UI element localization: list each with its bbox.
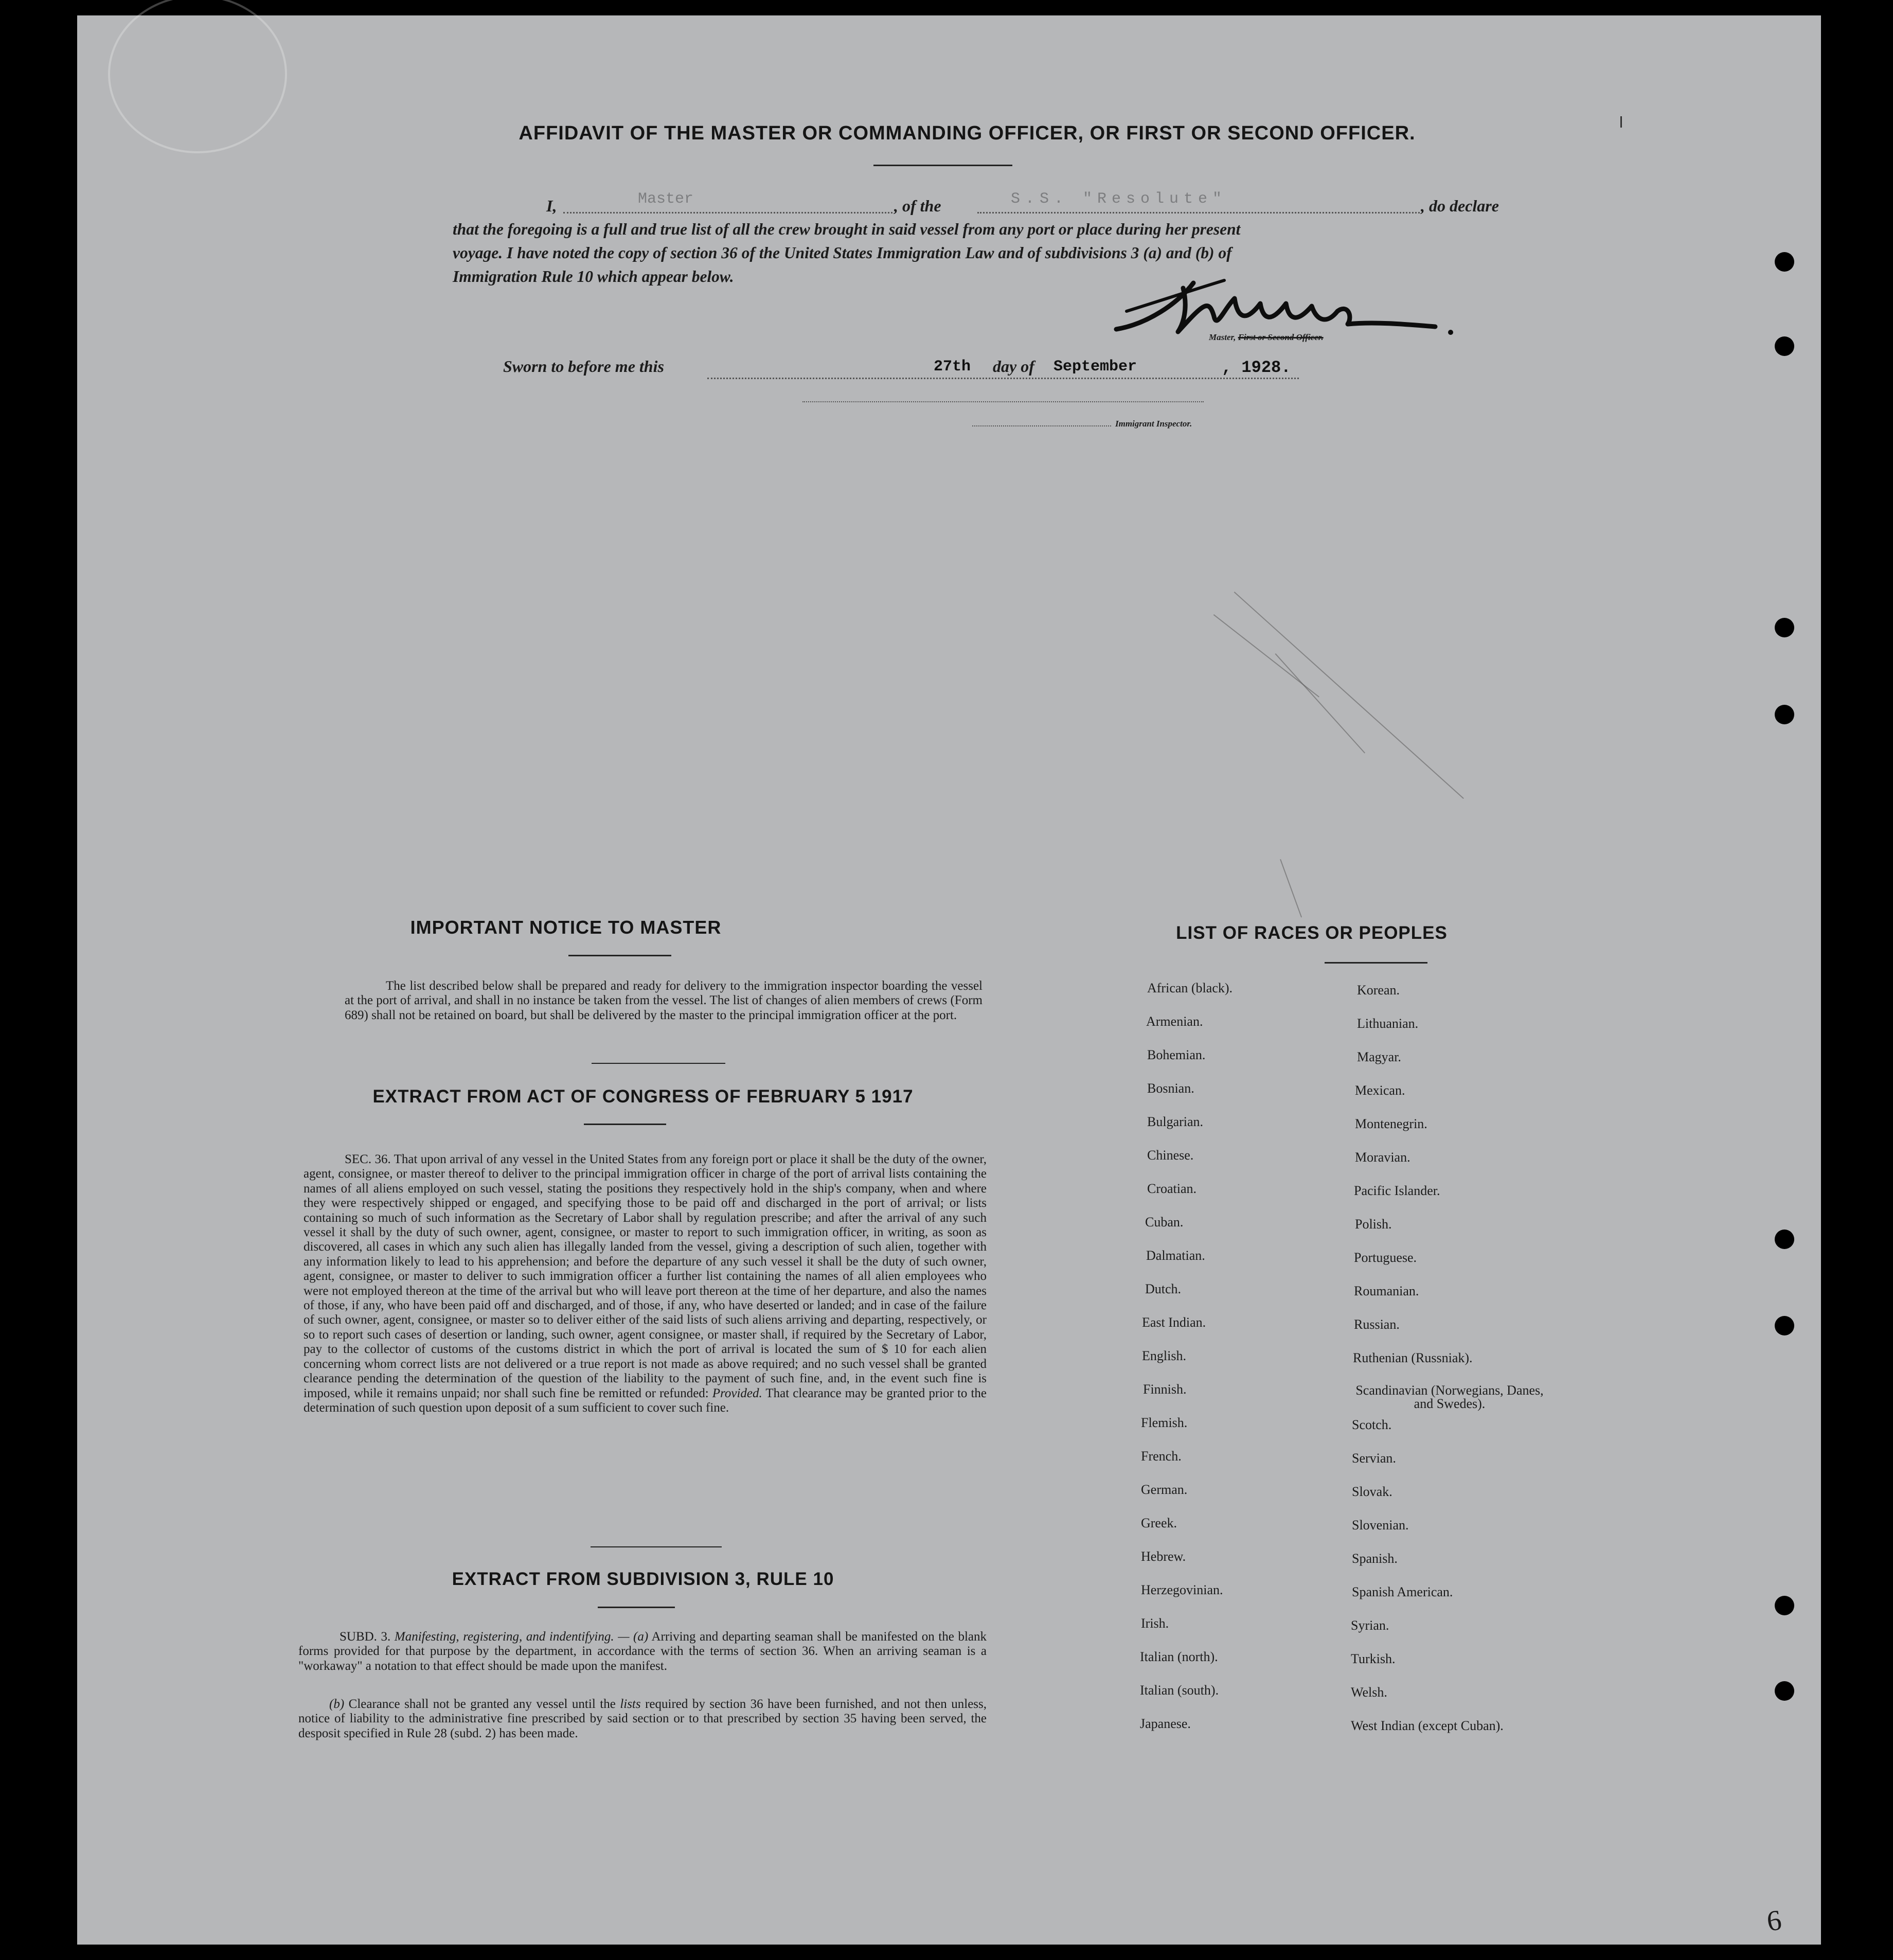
race-item: Finnish. [1143,1382,1187,1397]
affidavit-line-4: Immigration Rule 10 which appear below. [453,268,734,286]
race-item: Scandinavian (Norwegians, Danes, and Swedes). [1355,1383,1544,1411]
act-title-rule [584,1124,666,1125]
binder-hole [1775,1681,1794,1701]
race-item: Pacific Islander. [1354,1183,1440,1198]
binder-hole [1775,1230,1794,1249]
race-item: African (black). [1147,981,1233,995]
para-b-lists: lists [620,1697,641,1711]
race-item: Italian (north). [1140,1649,1218,1664]
race-item: French. [1141,1449,1182,1464]
margin-page-mark: 6 [1764,1904,1784,1938]
race-item: Chinese. [1147,1148,1194,1163]
race-item: East Indian. [1142,1315,1206,1330]
race-item: Bulgarian. [1147,1114,1204,1129]
of-the-label: , of the [894,197,941,215]
notice-text: The list described below shall be prepared and ready for delivery to the immigration inspector boarding the vessel at the port of arrival, and shall in no instance be taken from the vessel. The list of changes of alien members of crews (Form 689) shall not be retained on board, but shall be delivered by the master to the principal immigration officer at the port. [345,979,983,1022]
year-value: , 1928. [1222,358,1291,377]
subd-heading: Manifesting, registering, and indentifying. [394,1630,614,1644]
race-item: Polish. [1355,1217,1392,1232]
signer-caption-struck: First or Second Officer. [1238,332,1324,342]
race-item: Welsh. [1351,1685,1387,1700]
scratch-mark [1280,859,1302,917]
vessel-name-field: S.S. "Resolute" [1011,190,1227,208]
race-item: Bohemian. [1147,1047,1206,1062]
race-item: Syrian. [1351,1618,1389,1633]
margin-tick-mark [1620,116,1622,128]
race-item: Japanese. [1140,1716,1191,1731]
para-a-marker: — (a) [618,1630,649,1644]
race-item: Spanish. [1352,1551,1398,1566]
day-value: 27th [934,358,971,376]
race-item: Dalmatian. [1146,1248,1205,1263]
act-text-provided: Provided. [712,1386,762,1400]
race-item: Russian. [1354,1317,1400,1332]
signer-caption-master: Master, [1209,332,1236,342]
para-b-text-1: Clearance shall not be granted any vessel until the [348,1697,616,1711]
rule-subd-a-text [298,1630,987,1673]
race-item: Hebrew. [1141,1549,1186,1564]
race-item: Roumanian. [1354,1284,1419,1298]
race-item: Cuban. [1145,1215,1184,1230]
rule-extract-title: EXTRACT FROM SUBDIVISION 3, RULE 10 [452,1569,834,1589]
race-item: Herzegovinian. [1141,1582,1223,1597]
act-text-main: SEC. 36. That upon arrival of any vessel in the United States from any foreign port or place it shall be the duty of the owner, agent, consignee, or master thereof to deliver to the principal immigration officer in charge of the port of arrival lists containing the names of all aliens employed on such vessel, stating the positions they respectively hold in the ship's company, when and where they were respectively shipped or engaged, and specifying those to be paid off and discharged in the port of arrival; or lists containing so much of such information as the Secretary of Labor shall by regulation prescribe; and after the arrival of any such vessel it shall by the duty of such owner, agent, consignee, or master to report to such immigration officer, in writing, as soon as discovered, all cases in which any such alien has illegally landed from the vessel, giving a description of such alien, together with any information likely to lead to his apprehension; and before the departure of any such vessel it shall be the duty of such owner, agent, consignee, or master to deliver to such immigration officer a further list containing the names of all alien employees who were not employed thereon at the time of the arrival but who will leave port thereon at the time of her departure, and also the names of those, if any, who have been paid off and discharged, and of those, if any, who have deserted or landed; and in case of the failure of such owner, agent, consignee, or master so to deliver either of the said lists of such aliens arriving and departing, respectively, or so to report such cases of desertion or landing, such owner, agent consignee, or master shall, if required by the Secretary of Labor, pay to the collector of customs of the customs district in which the port of arrival is located the sum of $ 10 for each alien concerning whom correct lists are not delivered or a true report is not made as above required; and no such vessel shall be granted clearance pending the determination of the question of the liability to the payment of such fine, and, in the event such fine is imposed, while it remains unpaid; nor shall such fine be remitted or refunded: [303,1152,987,1400]
day-of-label: day of [993,357,1034,376]
race-item: Italian (south). [1140,1683,1219,1698]
act-separator [591,1546,722,1547]
affidavit-i-label: I, [546,197,557,215]
act-text-clearance: That clearance may be granted prior to the determination of such question upon deposit of a sum sufficient to cover such fine. [303,1386,987,1415]
sworn-blank-line [707,378,1299,379]
race-item: Servian. [1352,1451,1396,1466]
race-item: Bosnian. [1147,1081,1194,1096]
signer-caption [1209,332,1324,343]
race-item: Slovak. [1352,1484,1392,1499]
race-item: Irish. [1141,1616,1169,1631]
sworn-label: Sworn to before me this [503,357,664,376]
rule-subd-b-text [298,1697,987,1741]
do-declare-label: , do declare [1421,197,1499,215]
affidavit-title: AFFIDAVIT OF THE MASTER OR COMMANDING OFFICER, OR FIRST OR SECOND OFFICER. [519,122,1416,144]
binder-hole [1775,1596,1794,1615]
scratch-mark [1234,592,1464,799]
seal-stamp [108,0,287,153]
notice-title: IMPORTANT NOTICE TO MASTER [410,917,722,938]
binder-hole [1775,705,1794,724]
race-item: Moravian. [1355,1150,1410,1165]
binder-hole [1775,1316,1794,1335]
race-item: English. [1142,1348,1186,1363]
para-a-text: Arriving and departing seaman shall be manifested on the blank forms provided for that purpose by the department, in accordance with the terms of section 36. When an arriving seaman is a "workaway" a notation to that effect should be made upon the manifest. [298,1630,987,1673]
inspector-caption-leader [972,425,1111,426]
affidavit-line-2: that the foregoing is a full and true list of all the crew brought in said vessel from any port or place during her present [453,220,1241,238]
notice-separator [592,1063,725,1064]
inspector-signature-line [802,401,1204,402]
document-page [77,15,1821,1945]
vessel-field-line [977,212,1420,213]
notice-title-rule [568,955,671,956]
race-item: Lithuanian. [1357,1016,1419,1031]
month-value: September [1053,358,1137,376]
binder-hole [1775,252,1794,272]
race-item: Mexican. [1355,1083,1405,1098]
race-item: Croatian. [1147,1181,1197,1196]
affidavit-line-3: voyage. I have noted the copy of section 36 of the United States Immigration Law and of subdivisions 3 (a) and (b) of [453,244,1232,262]
rank-field-line [563,212,892,213]
rule-title-rule [598,1607,675,1608]
race-item: Flemish. [1141,1415,1188,1430]
race-item: Armenian. [1146,1014,1203,1029]
race-item: Magyar. [1357,1049,1401,1064]
inspector-caption: Immigrant Inspector. [1115,419,1192,429]
race-item: Dutch. [1145,1281,1182,1296]
para-b-marker: (b) [329,1697,345,1711]
race-item: West Indian (except Cuban). [1351,1718,1504,1733]
races-title-rule [1325,962,1427,964]
race-item: Scotch. [1352,1417,1392,1432]
rank-field: Master [638,190,694,208]
act-extract-title: EXTRACT FROM ACT OF CONGRESS OF FEBRUARY 5 1917 [372,1086,914,1107]
race-item: Slovenian. [1352,1518,1409,1533]
race-item: German. [1141,1482,1188,1497]
binder-hole [1775,336,1794,356]
race-item: Korean. [1357,983,1400,997]
race-item: Ruthenian (Russniak). [1353,1350,1473,1365]
race-item: Greek. [1141,1516,1177,1530]
binder-hole [1775,618,1794,637]
subd-label: SUBD. 3. [340,1630,391,1644]
affidavit-title-rule [873,165,1012,166]
race-item: Spanish American. [1352,1584,1453,1599]
races-title: LIST OF RACES OR PEOPLES [1176,923,1448,943]
para-b-text-2: required by section 36 have been furnished, and not then unless, notice of liability to the administrative fine prescribed by said section or to that prescribed by section 35 having been served, the desposit specified in Rule 28 (subd. 2) has been made. [298,1697,987,1740]
race-item: Montenegrin. [1355,1116,1427,1131]
act-section-36-text [303,1152,987,1415]
race-item: Turkish. [1351,1651,1396,1666]
race-item: Portuguese. [1354,1250,1417,1265]
